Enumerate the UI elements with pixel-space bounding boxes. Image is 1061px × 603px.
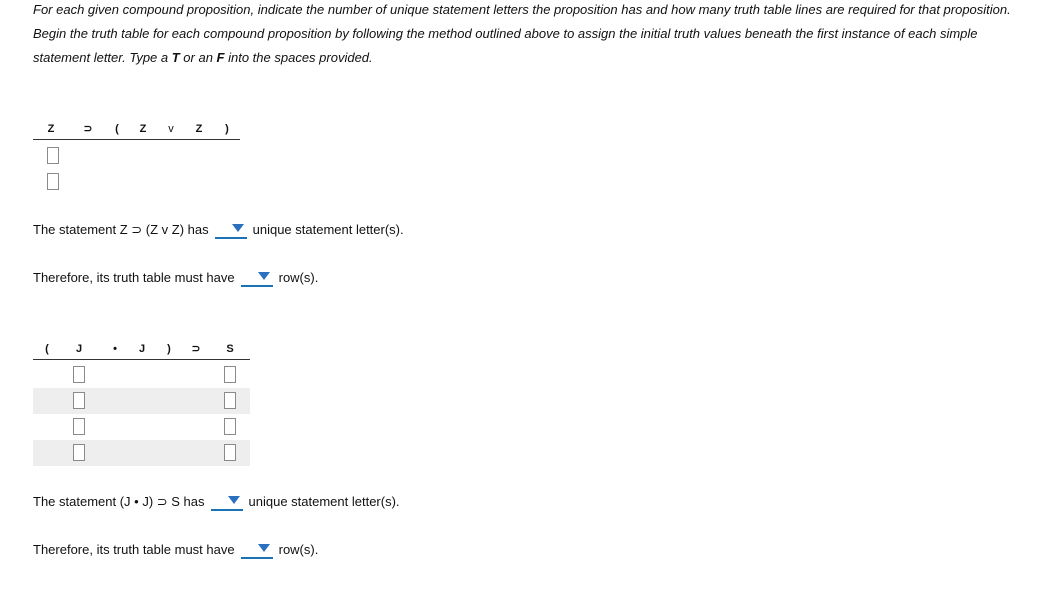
problem2-symbol-open-paren: (: [45, 343, 49, 355]
problem2-truth-table-header: [33, 339, 250, 360]
problem2-s-row4-input[interactable]: [224, 444, 236, 461]
problem2-symbol-s: S: [226, 343, 234, 355]
problem1-letters-sentence: [33, 221, 404, 239]
problem1-symbol-z2: Z: [139, 123, 147, 135]
chevron-down-icon: [258, 272, 270, 280]
problem1-symbol-wedge: v: [168, 123, 174, 135]
problem2-rows-suffix: row(s).: [278, 542, 319, 557]
problem1-symbol-open-paren: (: [115, 123, 119, 135]
problem2-symbol-j2: J: [138, 343, 146, 355]
problem2-letters-dropdown[interactable]: [211, 493, 243, 511]
chevron-down-icon: [228, 496, 240, 504]
instructions-bold-f: F: [216, 50, 225, 65]
problem1-rows-prefix: Therefore, its truth table must have: [33, 270, 235, 285]
problem2-row4-shading: [33, 440, 250, 466]
problem2-s-row3-input[interactable]: [224, 418, 236, 435]
problem1-z-row2-input[interactable]: [47, 173, 59, 190]
problem2-symbol-dot: •: [113, 343, 117, 355]
problem1-symbol-horseshoe: ⊃: [83, 123, 93, 135]
problem2-rows-sentence: [33, 541, 318, 559]
instructions-part1: For each given compound proposition, indicate the number of unique statement letters the proposition has and how many truth table lines are required for that proposition. Begin the truth table for each compound proposition by following the method outlined above to assign the initial truth values beneath the first instance of each simple statement letter. Type a: [33, 2, 1011, 65]
problem2-rows-prefix: Therefore, its truth table must have: [33, 542, 235, 557]
problem2-j-row2-input[interactable]: [73, 392, 85, 409]
problem2-s-row2-input[interactable]: [224, 392, 236, 409]
problem2-j-row3-input[interactable]: [73, 418, 85, 435]
problem2-j-row4-input[interactable]: [73, 444, 85, 461]
problem1-rows-sentence: [33, 269, 318, 287]
problem1-rows-dropdown[interactable]: [241, 269, 273, 287]
problem1-symbol-z3: Z: [195, 123, 203, 135]
instructions-part2: or an: [179, 50, 217, 65]
problem1-letters-dropdown[interactable]: [215, 221, 247, 239]
problem2-letters-prefix: The statement (J • J) ⊃ S has: [33, 494, 205, 509]
problem1-letters-prefix: The statement Z ⊃ (Z v Z) has: [33, 222, 209, 237]
problem2-j-row1-input[interactable]: [73, 366, 85, 383]
problem2-symbol-horseshoe: ⊃: [191, 343, 201, 355]
chevron-down-icon: [232, 224, 244, 232]
instructions-bold-t: T: [171, 50, 180, 65]
problem1-z-row1-input[interactable]: [47, 147, 59, 164]
instructions-text: [33, 0, 1023, 70]
problem2-letters-suffix: unique statement letter(s).: [248, 494, 400, 509]
problem2-letters-sentence: [33, 493, 400, 511]
problem2-s-row1-input[interactable]: [224, 366, 236, 383]
problem2-row2-shading: [33, 388, 250, 414]
problem1-truth-table-header: [33, 119, 240, 140]
problem2-symbol-j1: J: [75, 343, 83, 355]
instructions-part3: into the spaces provided.: [224, 50, 373, 65]
problem2-symbol-close-paren: ): [167, 343, 171, 355]
problem1-rows-suffix: row(s).: [278, 270, 319, 285]
problem2-rows-dropdown[interactable]: [241, 541, 273, 559]
problem1-symbol-close-paren: ): [225, 123, 229, 135]
chevron-down-icon: [258, 544, 270, 552]
problem1-letters-suffix: unique statement letter(s).: [252, 222, 404, 237]
problem1-symbol-z1: Z: [47, 123, 55, 135]
